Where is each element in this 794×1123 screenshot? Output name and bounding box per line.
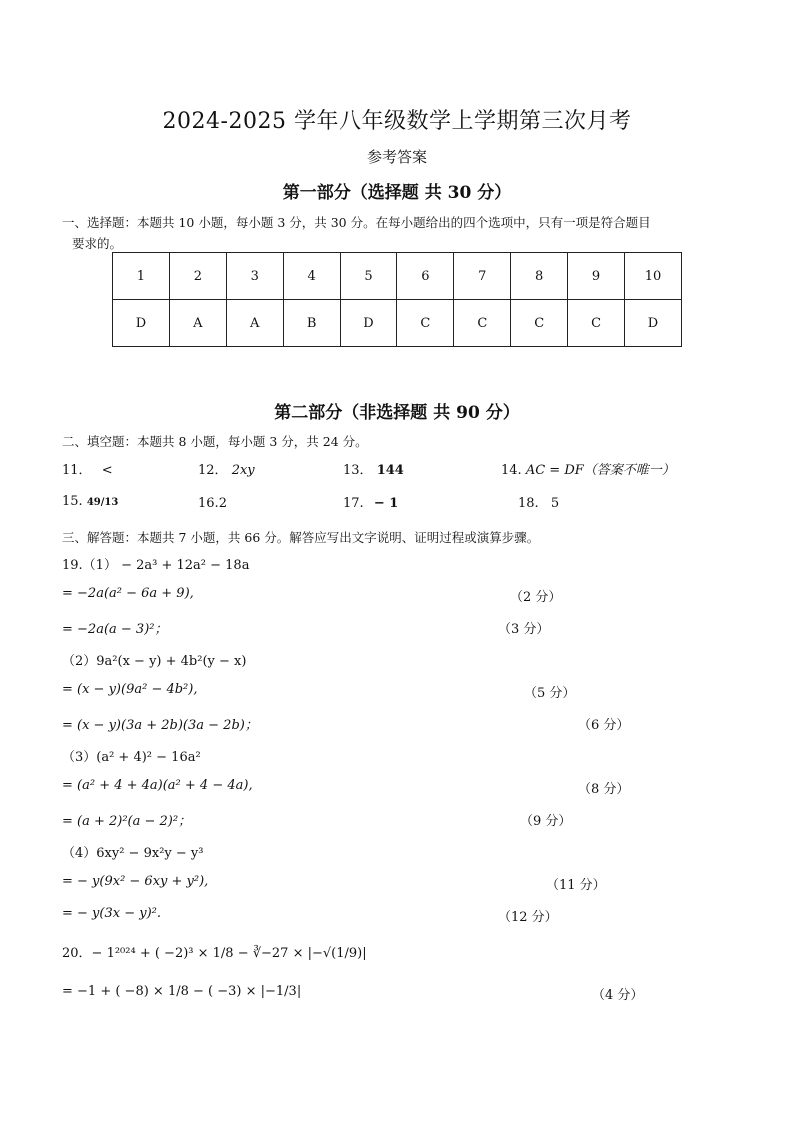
solution-line: = − y(3x − y)². bbox=[62, 906, 161, 921]
answer-cell: D bbox=[625, 300, 682, 347]
fill-item-16 bbox=[198, 496, 227, 511]
fill-num: 12． bbox=[198, 463, 228, 478]
answer-cell: A bbox=[226, 300, 283, 347]
question-number-cell: 8 bbox=[511, 253, 568, 300]
answer-cell: C bbox=[568, 300, 625, 347]
question-number-cell: 1 bbox=[113, 253, 170, 300]
solution-line: = (a² + 4 + 4a)(a² + 4 − 4a), bbox=[62, 778, 253, 793]
fill-num: 16. bbox=[198, 496, 219, 511]
answer-cell: D bbox=[340, 300, 397, 347]
page-subtitle: 参考答案 bbox=[366, 148, 427, 166]
score-mark: （8 分） bbox=[578, 782, 630, 797]
score-mark: （4 分） bbox=[592, 988, 644, 1003]
answer-cell: A bbox=[169, 300, 226, 347]
fill-num: 15. bbox=[62, 494, 83, 509]
part1-heading: 第一部分（选择题 共 30 分） bbox=[282, 183, 512, 203]
fill-num: 11． bbox=[62, 463, 92, 478]
page-title: 2024-2025 学年八年级数学上学期第三次月考 bbox=[162, 109, 632, 134]
solution-line: = −2a(a² − 6a + 9), bbox=[62, 586, 194, 601]
score-mark: （9 分） bbox=[520, 814, 572, 829]
fill-num: 17. bbox=[343, 496, 364, 511]
fill-item-11 bbox=[62, 459, 113, 478]
question-number-cell: 6 bbox=[397, 253, 454, 300]
score-mark: （5 分） bbox=[524, 686, 576, 701]
fill-num: 13． bbox=[343, 463, 373, 478]
question-number-cell: 2 bbox=[169, 253, 226, 300]
fill-item-18 bbox=[518, 496, 559, 511]
solve-instruction: 三、解答题：本题共 7 小题，共 66 分。解答应写出文字说明、证明过程或演算步骤。 bbox=[62, 530, 540, 545]
solution-line: （4）6xy² − 9x²y − y³ bbox=[62, 846, 204, 861]
answer-cell: C bbox=[454, 300, 511, 347]
fill-item-15 bbox=[62, 494, 118, 509]
question-number-cell: 5 bbox=[340, 253, 397, 300]
question-number-cell: 9 bbox=[568, 253, 625, 300]
fill-answer: 49/13 bbox=[86, 497, 119, 508]
fill-instruction: 二、填空题：本题共 8 小题，每小题 3 分，共 24 分。 bbox=[62, 434, 368, 449]
fill-item-12 bbox=[198, 459, 255, 478]
answer-cell: D bbox=[113, 300, 170, 347]
fill-item-13 bbox=[343, 459, 404, 478]
fill-item-14 bbox=[501, 459, 675, 478]
score-mark: （6 分） bbox=[578, 718, 630, 733]
score-mark: （11 分） bbox=[546, 878, 606, 893]
solution-line: （2）9a²(x − y) + 4b²(y − x) bbox=[62, 654, 247, 669]
score-mark: （2 分） bbox=[510, 590, 562, 605]
question-number-cell: 10 bbox=[625, 253, 682, 300]
fill-answer: 2xy bbox=[231, 463, 255, 478]
fill-num: 14. bbox=[501, 463, 522, 478]
fill-answer: AC = DF（答案不唯一） bbox=[525, 463, 675, 478]
part1-instruction-line2: 要求的。 bbox=[72, 236, 123, 251]
fill-num: 18. bbox=[518, 496, 539, 511]
answer-cell: C bbox=[511, 300, 568, 347]
answer-table-header-row bbox=[113, 253, 682, 300]
solution-line: = −2a(a − 3)²； bbox=[62, 622, 168, 637]
fill-answer: 5 bbox=[550, 496, 560, 511]
answer-table bbox=[112, 252, 682, 347]
part2-heading: 第二部分（非选择题 共 90 分） bbox=[274, 403, 520, 423]
part1-instruction-line1: 一、选择题：本题共 10 小题，每小题 3 分，共 30 分。在每小题给出的四个选项中，只有一项是符合题目 bbox=[62, 215, 651, 230]
fill-answer: 144 bbox=[376, 463, 404, 478]
solution-line: 20．− 1²⁰²⁴ + ( −2)³ × 1/8 − ∛−27 × |−√(1/9)| bbox=[62, 946, 367, 961]
answer-cell: B bbox=[283, 300, 340, 347]
solution-line: = (a + 2)²(a − 2)²； bbox=[62, 814, 192, 829]
solution-line: （3）(a² + 4)² − 16a² bbox=[62, 750, 201, 765]
fill-answer: < bbox=[101, 463, 113, 478]
answer-cell: C bbox=[397, 300, 454, 347]
score-mark: （3 分） bbox=[498, 622, 550, 637]
solution-line: = (x − y)(3a + 2b)(3a − 2b)； bbox=[62, 718, 258, 733]
question-number-cell: 3 bbox=[226, 253, 283, 300]
solution-line: = − y(9x² − 6xy + y²), bbox=[62, 874, 209, 889]
question-number-cell: 7 bbox=[454, 253, 511, 300]
question-number-cell: 4 bbox=[283, 253, 340, 300]
solution-line: 19.（1） − 2a³ + 12a² − 18a bbox=[62, 558, 250, 573]
score-mark: （12 分） bbox=[498, 910, 558, 925]
fill-answer: − 1 bbox=[373, 496, 399, 511]
fill-answer: 2 bbox=[218, 496, 227, 511]
solution-line: = (x − y)(9a² − 4b²), bbox=[62, 682, 198, 697]
fill-item-17 bbox=[343, 496, 398, 511]
answer-table-answer-row bbox=[113, 300, 682, 347]
solution-line: = −1 + ( −8) × 1/8 − ( −3) × |−1/3| bbox=[62, 984, 302, 999]
